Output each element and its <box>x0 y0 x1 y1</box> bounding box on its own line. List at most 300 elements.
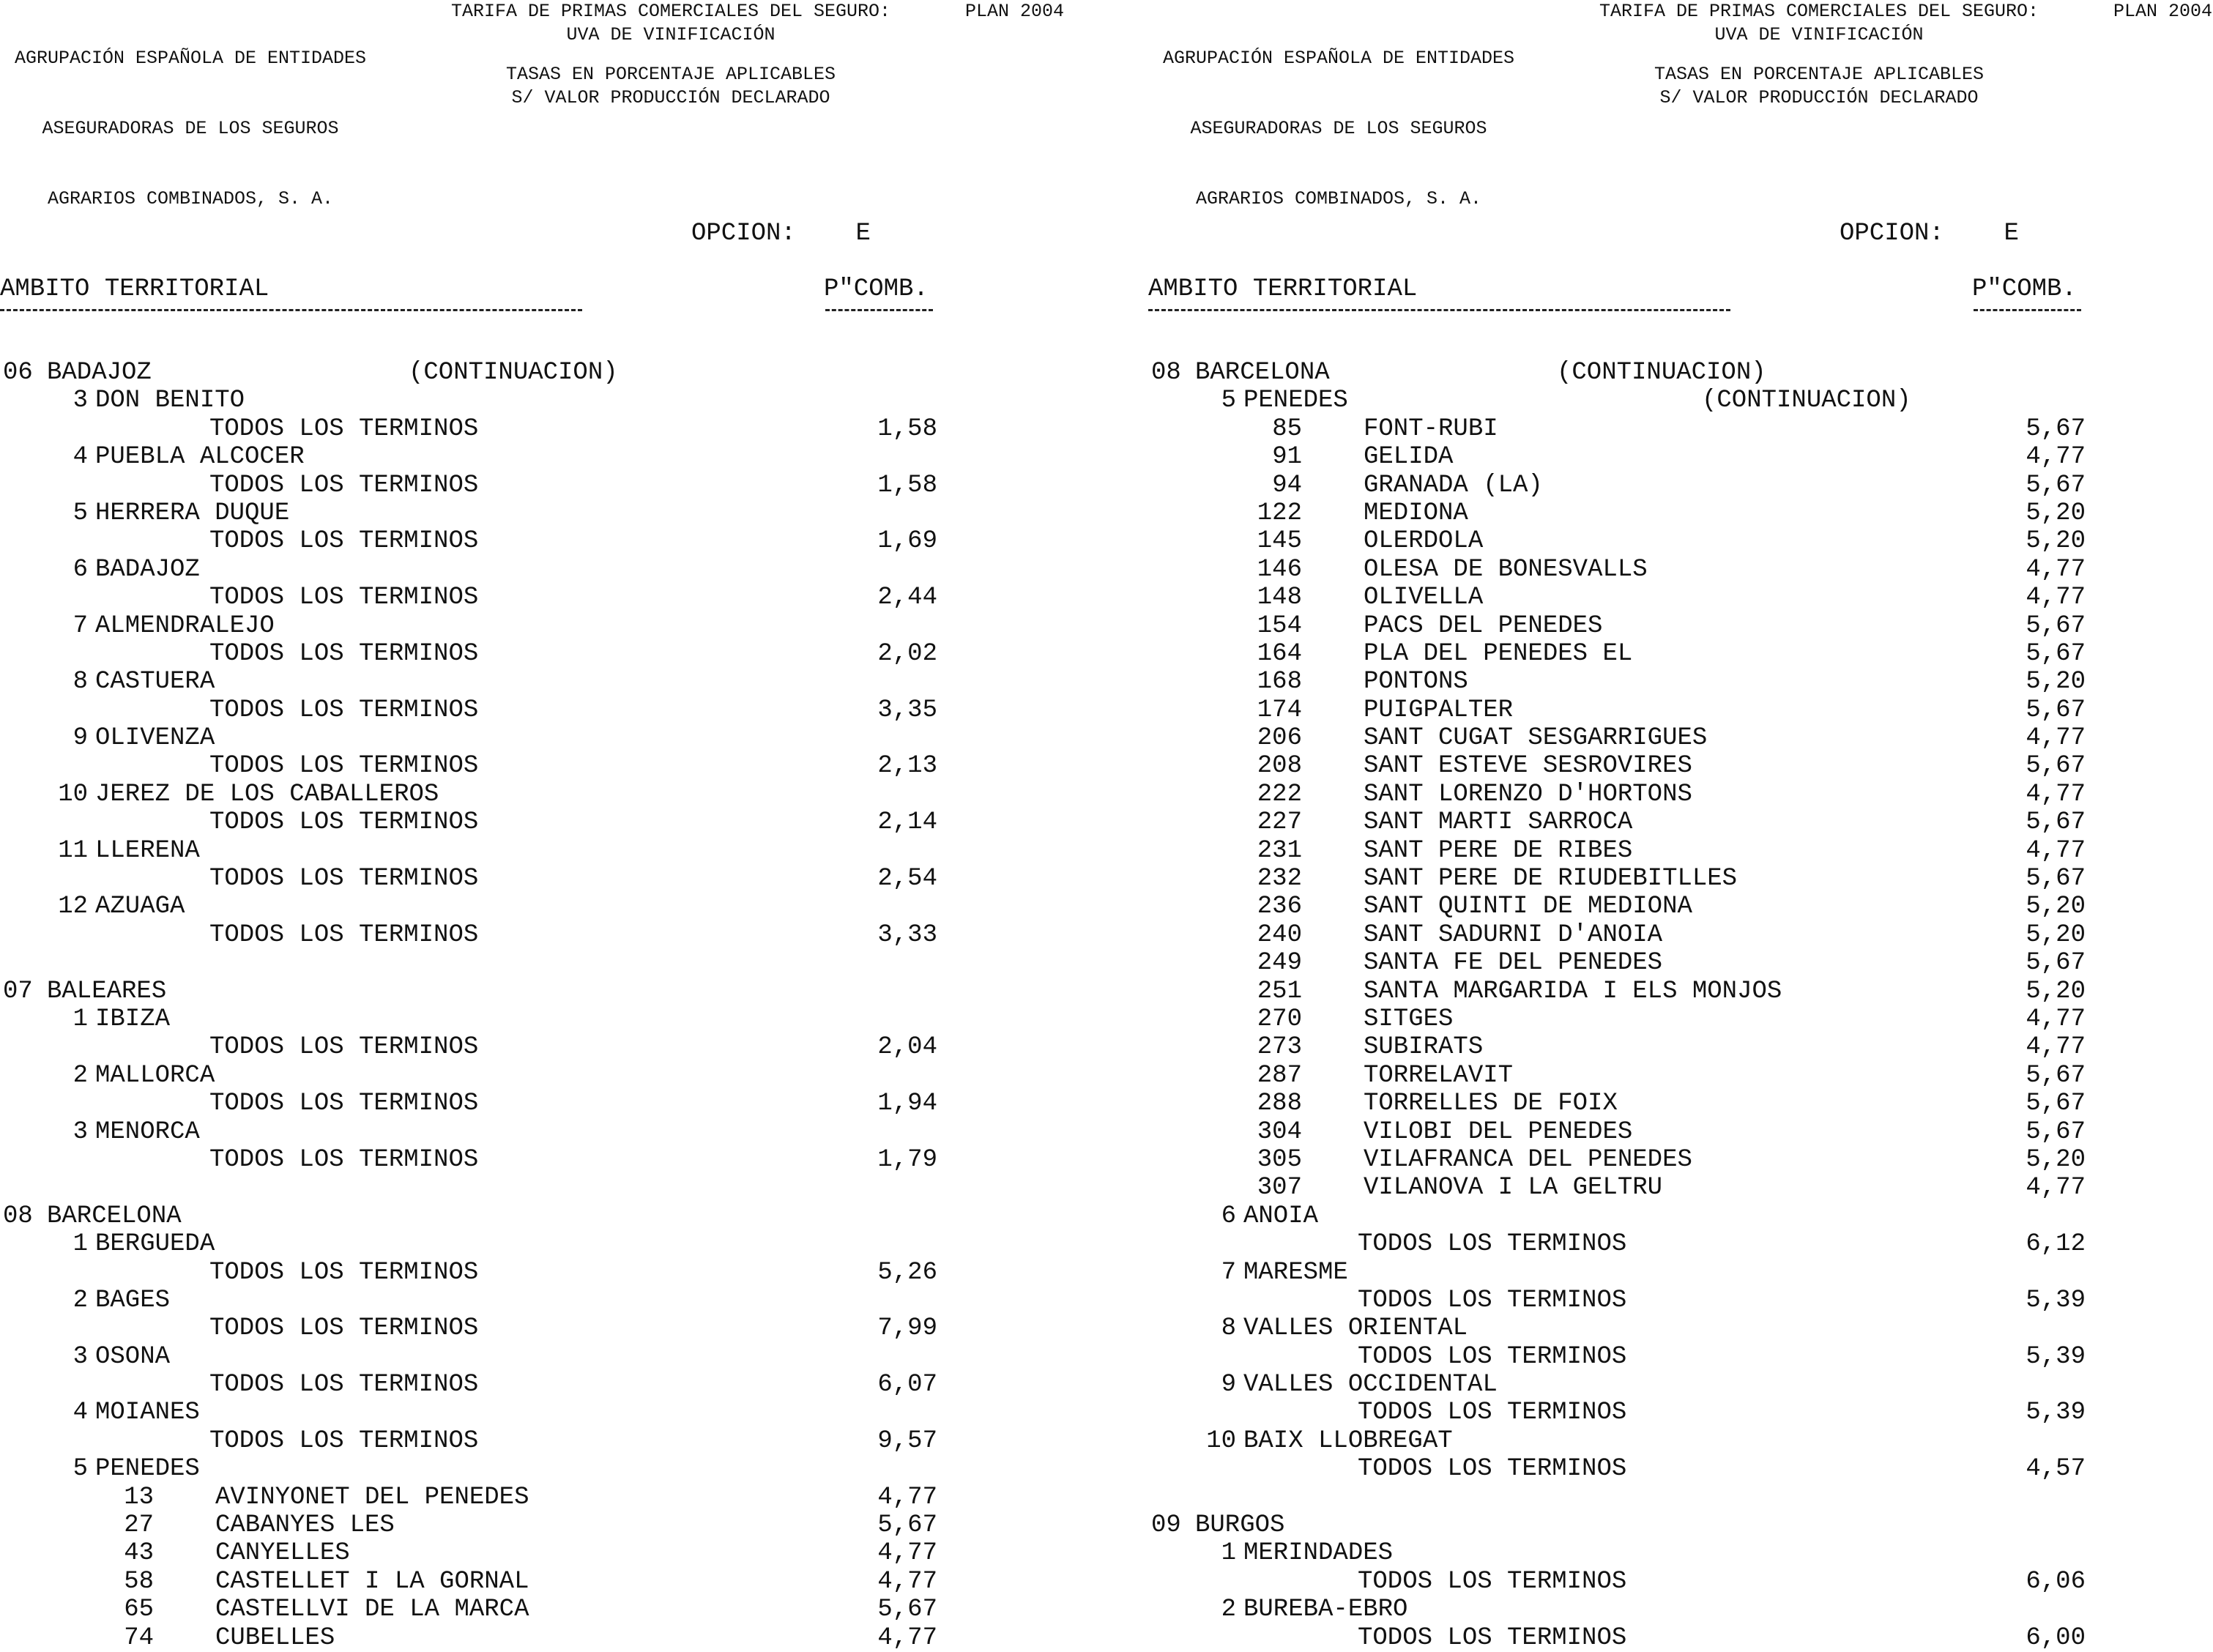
comarca-row <box>1148 1314 2100 1342</box>
rate-value: 2,02 <box>877 639 937 668</box>
municipality-row <box>1148 640 2100 668</box>
municipality-name: CUBELLES <box>215 1623 335 1652</box>
rate-value: 4,77 <box>2026 724 2086 753</box>
municipality-name: PLA DEL PENEDES EL <box>1364 639 1633 668</box>
province-row <box>1148 359 2100 387</box>
rate-value: 6,07 <box>877 1371 937 1399</box>
rate-value: 6,00 <box>2026 1623 2086 1652</box>
tariff-line: TARIFA DE PRIMAS COMERCIALES DEL SEGURO: <box>1599 1 2039 22</box>
rate-value: 5,67 <box>2026 865 2086 893</box>
municipality-code: 236 <box>1257 893 1302 921</box>
comarca-code: 10 <box>1206 1426 1236 1455</box>
municipality-code: 148 <box>1257 584 1302 612</box>
rate-value: 5,67 <box>877 1596 937 1624</box>
comarca-code: 8 <box>72 668 88 696</box>
rate-value: 5,67 <box>2026 1117 2086 1146</box>
comarca-name: PENEDES <box>1243 387 1348 415</box>
option-value: E <box>855 220 871 248</box>
all-terms-label: TODOS LOS TERMINOS <box>1358 1567 1627 1596</box>
crop-name: UVA DE VINIFICACIÓN <box>566 24 776 45</box>
municipality-row <box>1148 696 2100 724</box>
all-terms-row <box>0 584 952 611</box>
municipality-code: 206 <box>1257 724 1302 753</box>
municipality-code: 240 <box>1257 920 1302 949</box>
municipality-row <box>1148 415 2100 443</box>
municipality-code: 227 <box>1257 808 1302 837</box>
municipality-name: CANYELLES <box>215 1539 350 1568</box>
province-name: BADAJOZ <box>47 359 152 387</box>
option-label: OPCION: <box>691 220 796 248</box>
province-code: 07 <box>3 977 33 1005</box>
comarca-row <box>0 668 952 696</box>
all-terms-label: TODOS LOS TERMINOS <box>1358 1623 1627 1652</box>
province-row <box>0 1202 952 1230</box>
municipality-name: CABANYES LES <box>215 1511 395 1540</box>
comarca-code: 6 <box>1221 1202 1236 1230</box>
municipality-name: SANT CUGAT SESGARRIGUES <box>1364 724 1708 753</box>
option-value: E <box>2004 220 2019 248</box>
all-terms-label: TODOS LOS TERMINOS <box>1358 1455 1627 1484</box>
page-left <box>0 0 1106 1652</box>
comarca-name: BERGUEDA <box>95 1230 215 1259</box>
comarca-row <box>0 443 952 471</box>
rate-value: 4,77 <box>877 1539 937 1568</box>
municipality-row <box>1148 527 2100 555</box>
municipality-code: 164 <box>1257 639 1302 668</box>
comarca-row <box>1148 1259 2100 1287</box>
comarca-name: BUREBA-EBRO <box>1243 1596 1408 1624</box>
rate-value: 4,77 <box>2026 584 2086 612</box>
municipality-code: 13 <box>124 1483 154 1511</box>
province-name: BURGOS <box>1195 1511 1285 1540</box>
municipality-name: SANTA FE DEL PENEDES <box>1364 949 1663 978</box>
rate-value: 4,77 <box>2026 780 2086 808</box>
municipality-row <box>1148 1090 2100 1117</box>
municipality-name: SANT LORENZO D'HORTONS <box>1364 780 1692 808</box>
comarca-code: 5 <box>72 499 88 527</box>
blank-line <box>1148 1484 2100 1511</box>
comarca-name: BADAJOZ <box>95 555 200 584</box>
municipality-code: 74 <box>124 1623 154 1652</box>
comarca-code: 7 <box>1221 1258 1236 1287</box>
rate-value: 5,67 <box>2026 414 2086 443</box>
all-terms-label: TODOS LOS TERMINOS <box>209 527 479 556</box>
comarca-code: 4 <box>72 1399 88 1427</box>
municipality-code: 231 <box>1257 836 1302 865</box>
tariff-title <box>436 0 905 47</box>
municipality-name: SUBIRATS <box>1364 1033 1484 1062</box>
rate-value: 1,94 <box>877 1090 937 1118</box>
rate-value: 5,67 <box>2026 949 2086 978</box>
municipality-row <box>1148 1062 2100 1090</box>
all-terms-label: TODOS LOS TERMINOS <box>209 865 479 893</box>
all-terms-label: TODOS LOS TERMINOS <box>209 414 479 443</box>
all-terms-row <box>1148 1624 2100 1652</box>
rate-value: 5,20 <box>2026 893 2086 921</box>
municipality-code: 168 <box>1257 668 1302 696</box>
column-header-pcomb: P"COMB. <box>1972 275 2077 303</box>
rate-value: 5,20 <box>2026 920 2086 949</box>
municipality-code: 222 <box>1257 780 1302 808</box>
all-terms-label: TODOS LOS TERMINOS <box>209 1090 479 1118</box>
rate-value: 5,67 <box>2026 808 2086 837</box>
rate-value: 2,14 <box>877 808 937 837</box>
municipality-row <box>1148 1005 2100 1033</box>
municipality-row <box>0 1511 952 1539</box>
rate-value: 5,67 <box>2026 639 2086 668</box>
all-terms-label: TODOS LOS TERMINOS <box>1358 1286 1627 1314</box>
comarca-name: HERRERA DUQUE <box>95 499 290 527</box>
comarca-name: MENORCA <box>95 1117 200 1146</box>
municipality-code: 249 <box>1257 949 1302 978</box>
municipality-row <box>1148 499 2100 527</box>
continuation-label: (CONTINUACION) <box>1557 359 1766 387</box>
org-line-3: AGRARIOS COMBINADOS, S. A. <box>1195 188 1482 209</box>
municipality-name: SANT QUINTI DE MEDIONA <box>1364 893 1692 921</box>
comarca-code: 2 <box>72 1286 88 1314</box>
rate-value: 5,67 <box>2026 752 2086 781</box>
municipality-code: 85 <box>1272 414 1302 443</box>
province-code: 06 <box>3 359 33 387</box>
municipality-name: VILAFRANCA DEL PENEDES <box>1364 1145 1692 1174</box>
comarca-code: 1 <box>72 1230 88 1259</box>
all-terms-row <box>1148 1287 2100 1314</box>
org-name <box>1148 0 1529 258</box>
province-name: BALEARES <box>47 977 167 1005</box>
municipality-row <box>1148 1118 2100 1146</box>
comarca-row <box>0 781 952 808</box>
municipality-name: CASTELLET I LA GORNAL <box>215 1567 529 1596</box>
all-terms-row <box>0 1371 952 1399</box>
org-line-2: ASEGURADORAS DE LOS SEGUROS <box>1190 118 1487 139</box>
municipality-code: 273 <box>1257 1033 1302 1062</box>
all-terms-label: TODOS LOS TERMINOS <box>209 1426 479 1455</box>
all-terms-row <box>0 1427 952 1455</box>
municipality-row <box>1148 978 2100 1005</box>
municipality-name: GELIDA <box>1364 443 1454 472</box>
all-terms-label: TODOS LOS TERMINOS <box>209 696 479 724</box>
comarca-code: 7 <box>72 611 88 640</box>
municipality-code: 251 <box>1257 977 1302 1005</box>
blank-line <box>0 949 952 977</box>
municipality-code: 287 <box>1257 1061 1302 1090</box>
comarca-row <box>0 1062 952 1090</box>
all-terms-row <box>0 1146 952 1174</box>
municipality-name: PONTONS <box>1364 668 1468 696</box>
municipality-code: 270 <box>1257 1005 1302 1033</box>
comarca-row <box>0 387 952 414</box>
column-header-ambito: AMBITO TERRITORIAL <box>1148 275 1418 303</box>
all-terms-row <box>0 865 952 893</box>
municipality-code: 91 <box>1272 443 1302 472</box>
comarca-row <box>1148 1539 2100 1567</box>
province-name: BARCELONA <box>47 1202 182 1230</box>
comarca-row <box>0 612 952 640</box>
rates-note-line-2: S/ VALOR PRODUCCIÓN DECLARADO <box>1659 87 1979 108</box>
municipality-row <box>1148 584 2100 611</box>
comarca-row <box>1148 1202 2100 1230</box>
comarca-name: PUEBLA ALCOCER <box>95 443 305 472</box>
municipality-name: SANT ESTEVE SESROVIRES <box>1364 752 1692 781</box>
comarca-row <box>0 1005 952 1033</box>
comarca-code: 8 <box>1221 1314 1236 1343</box>
comarca-code: 3 <box>72 1342 88 1371</box>
org-line-3: AGRARIOS COMBINADOS, S. A. <box>47 188 334 209</box>
comarca-code: 9 <box>72 724 88 753</box>
comarca-name: JEREZ DE LOS CABALLEROS <box>95 780 439 808</box>
municipality-row <box>1148 921 2100 949</box>
all-terms-row <box>1148 1399 2100 1426</box>
all-terms-label: TODOS LOS TERMINOS <box>1358 1399 1627 1427</box>
comarca-name: AZUAGA <box>95 893 185 921</box>
all-terms-row <box>1148 1343 2100 1371</box>
rate-value: 4,77 <box>2026 555 2086 584</box>
comarca-code: 2 <box>72 1061 88 1090</box>
comarca-row <box>0 1118 952 1146</box>
rates-note-line-2: S/ VALOR PRODUCCIÓN DECLARADO <box>511 87 830 108</box>
comarca-code: 3 <box>72 387 88 415</box>
option-label: OPCION: <box>1840 220 1944 248</box>
rate-value: 5,20 <box>2026 977 2086 1005</box>
comarca-name: BAIX LLOBREGAT <box>1243 1426 1453 1455</box>
comarca-row <box>0 499 952 527</box>
comarca-name: IBIZA <box>95 1005 171 1033</box>
municipality-code: 154 <box>1257 611 1302 640</box>
municipality-code: 307 <box>1257 1174 1302 1202</box>
all-terms-row <box>1148 1455 2100 1483</box>
comarca-row <box>0 1455 952 1483</box>
rate-value: 2,13 <box>877 752 937 781</box>
all-terms-label: TODOS LOS TERMINOS <box>1358 1230 1627 1259</box>
municipality-name: VILOBI DEL PENEDES <box>1364 1117 1633 1146</box>
municipality-name: GRANADA (LA) <box>1364 471 1543 499</box>
comarca-code: 5 <box>1221 387 1236 415</box>
municipality-row <box>1148 668 2100 696</box>
municipality-code: 305 <box>1257 1145 1302 1174</box>
comarca-row <box>1148 387 2100 414</box>
rate-value: 5,67 <box>2026 1090 2086 1118</box>
comarca-name: MARESME <box>1243 1258 1348 1287</box>
all-terms-row <box>1148 1568 2100 1596</box>
comarca-name: BAGES <box>95 1286 171 1314</box>
all-terms-row <box>0 640 952 668</box>
comarca-row <box>0 556 952 584</box>
municipality-code: 232 <box>1257 865 1302 893</box>
rate-value: 5,20 <box>2026 1145 2086 1174</box>
all-terms-row <box>0 808 952 836</box>
comarca-name: VALLES OCCIDENTAL <box>1243 1371 1498 1399</box>
rate-value: 6,06 <box>2026 1567 2086 1596</box>
municipality-row <box>0 1484 952 1511</box>
all-terms-row <box>1148 1230 2100 1258</box>
municipality-code: 27 <box>124 1511 154 1540</box>
header-underline-ambito <box>0 309 582 311</box>
municipality-row <box>0 1539 952 1567</box>
municipality-row <box>1148 556 2100 584</box>
comarca-code: 5 <box>72 1455 88 1484</box>
comarca-name: MERINDADES <box>1243 1539 1394 1568</box>
municipality-row <box>0 1568 952 1596</box>
municipality-name: AVINYONET DEL PENEDES <box>215 1483 529 1511</box>
comarca-name: CASTUERA <box>95 668 215 696</box>
province-code: 08 <box>3 1202 33 1230</box>
rate-value: 9,57 <box>877 1426 937 1455</box>
option-indicator <box>691 220 871 248</box>
all-terms-row <box>0 415 952 443</box>
crop-name: UVA DE VINIFICACIÓN <box>1714 24 1924 45</box>
comarca-name: PENEDES <box>95 1455 200 1484</box>
province-row <box>0 359 952 387</box>
all-terms-row <box>0 1090 952 1117</box>
rate-value: 7,99 <box>877 1314 937 1343</box>
rate-value: 5,39 <box>2026 1342 2086 1371</box>
municipality-row <box>1148 893 2100 920</box>
comarca-code: 10 <box>58 780 88 808</box>
municipality-row <box>1148 1033 2100 1061</box>
comarca-row <box>1148 1596 2100 1623</box>
rate-value: 4,77 <box>877 1567 937 1596</box>
all-terms-label: TODOS LOS TERMINOS <box>209 752 479 781</box>
province-code: 09 <box>1151 1511 1181 1540</box>
all-terms-row <box>0 752 952 780</box>
tariff-title <box>1585 0 2053 47</box>
all-terms-row <box>0 1314 952 1342</box>
comarca-code: 3 <box>72 1117 88 1146</box>
all-terms-label: TODOS LOS TERMINOS <box>209 1314 479 1343</box>
municipality-code: 65 <box>124 1596 154 1624</box>
comarca-row <box>0 1343 952 1371</box>
org-line-1: AGRUPACIÓN ESPAÑOLA DE ENTIDADES <box>14 48 367 69</box>
comarca-code: 2 <box>1221 1596 1236 1624</box>
continuation-label: (CONTINUACION) <box>409 359 618 387</box>
column-header-ambito: AMBITO TERRITORIAL <box>0 275 269 303</box>
rate-value: 5,20 <box>2026 668 2086 696</box>
comarca-code: 12 <box>58 893 88 921</box>
rate-value: 4,77 <box>877 1483 937 1511</box>
comarca-code: 1 <box>1221 1539 1236 1568</box>
municipality-name: PUIGPALTER <box>1364 696 1514 724</box>
plan-label: PLAN 2004 <box>965 1 1065 22</box>
comarca-code: 1 <box>72 1005 88 1033</box>
all-terms-row <box>0 527 952 555</box>
province-name: BARCELONA <box>1195 359 1330 387</box>
rate-value: 5,67 <box>2026 1061 2086 1090</box>
comarca-row <box>0 893 952 920</box>
comarca-name: ALMENDRALEJO <box>95 611 275 640</box>
continuation-label: (CONTINUACION) <box>1702 387 1911 415</box>
municipality-name: OLERDOLA <box>1364 527 1484 556</box>
municipality-row <box>1148 865 2100 893</box>
all-terms-label: TODOS LOS TERMINOS <box>209 471 479 499</box>
rate-value: 6,12 <box>2026 1230 2086 1259</box>
comarca-row <box>0 1287 952 1314</box>
municipality-name: PACS DEL PENEDES <box>1364 611 1603 640</box>
all-terms-label: TODOS LOS TERMINOS <box>209 584 479 612</box>
municipality-name: SANT SADURNI D'ANOIA <box>1364 920 1663 949</box>
all-terms-row <box>0 1259 952 1287</box>
all-terms-label: TODOS LOS TERMINOS <box>209 1371 479 1399</box>
comarca-row <box>1148 1371 2100 1399</box>
header-underline-pcomb <box>825 309 933 311</box>
municipality-row <box>1148 472 2100 499</box>
municipality-code: 288 <box>1257 1090 1302 1118</box>
rate-value: 5,39 <box>2026 1399 2086 1427</box>
rate-value: 5,67 <box>2026 696 2086 724</box>
rate-value: 5,67 <box>877 1511 937 1540</box>
municipality-name: FONT-RUBI <box>1364 414 1498 443</box>
comarca-name: VALLES ORIENTAL <box>1243 1314 1468 1343</box>
municipality-row <box>1148 781 2100 808</box>
municipality-row <box>1148 1146 2100 1174</box>
municipality-code: 304 <box>1257 1117 1302 1146</box>
column-header-pcomb: P"COMB. <box>824 275 929 303</box>
municipality-row <box>1148 949 2100 977</box>
all-terms-row <box>0 696 952 724</box>
rate-value: 4,57 <box>2026 1455 2086 1484</box>
plan-label: PLAN 2004 <box>2113 1 2213 22</box>
municipality-name: SANT MARTI SARROCA <box>1364 808 1633 837</box>
rate-value: 2,04 <box>877 1033 937 1062</box>
all-terms-label: TODOS LOS TERMINOS <box>209 639 479 668</box>
org-line-2: ASEGURADORAS DE LOS SEGUROS <box>42 118 339 139</box>
all-terms-label: TODOS LOS TERMINOS <box>209 1258 479 1287</box>
rate-value: 4,77 <box>2026 443 2086 472</box>
comarca-code: 11 <box>58 836 88 865</box>
municipality-name: TORRELLES DE FOIX <box>1364 1090 1618 1118</box>
municipality-name: OLIVELLA <box>1364 584 1484 612</box>
header-underline-pcomb <box>1974 309 2081 311</box>
rates-note <box>1585 63 2053 110</box>
rate-value: 5,67 <box>2026 611 2086 640</box>
rate-value: 1,79 <box>877 1145 937 1174</box>
blank-line <box>0 1174 952 1202</box>
municipality-name: VILANOVA I LA GELTRU <box>1364 1174 1663 1202</box>
comarca-code: 9 <box>1221 1371 1236 1399</box>
comarca-name: MALLORCA <box>95 1061 215 1090</box>
tariff-line: TARIFA DE PRIMAS COMERCIALES DEL SEGURO: <box>450 1 891 22</box>
municipality-row <box>1148 724 2100 752</box>
rate-value: 1,58 <box>877 414 937 443</box>
all-terms-label: TODOS LOS TERMINOS <box>209 1033 479 1062</box>
municipality-row <box>1148 1174 2100 1202</box>
all-terms-row <box>0 1033 952 1061</box>
province-code: 08 <box>1151 359 1181 387</box>
rate-value: 4,77 <box>877 1623 937 1652</box>
all-terms-label: TODOS LOS TERMINOS <box>209 808 479 837</box>
municipality-row <box>1148 808 2100 836</box>
rate-value: 5,20 <box>2026 499 2086 527</box>
comarca-row <box>0 1230 952 1258</box>
all-terms-label: TODOS LOS TERMINOS <box>1358 1342 1627 1371</box>
comarca-name: MOIANES <box>95 1399 200 1427</box>
comarca-name: OLIVENZA <box>95 724 215 753</box>
comarca-row <box>0 1399 952 1426</box>
municipality-name: OLESA DE BONESVALLS <box>1364 555 1648 584</box>
municipality-code: 208 <box>1257 752 1302 781</box>
municipality-code: 58 <box>124 1567 154 1596</box>
rate-value: 4,77 <box>2026 1033 2086 1062</box>
rate-value: 4,77 <box>2026 836 2086 865</box>
municipality-row <box>1148 752 2100 780</box>
rates-table-right <box>1148 359 2100 1652</box>
province-row <box>1148 1511 2100 1539</box>
municipality-name: SANT PERE DE RIBES <box>1364 836 1633 865</box>
rate-value: 3,33 <box>877 920 937 949</box>
municipality-code: 146 <box>1257 555 1302 584</box>
comarca-row <box>1148 1427 2100 1455</box>
rate-value: 1,58 <box>877 471 937 499</box>
municipality-name: MEDIONA <box>1364 499 1468 527</box>
